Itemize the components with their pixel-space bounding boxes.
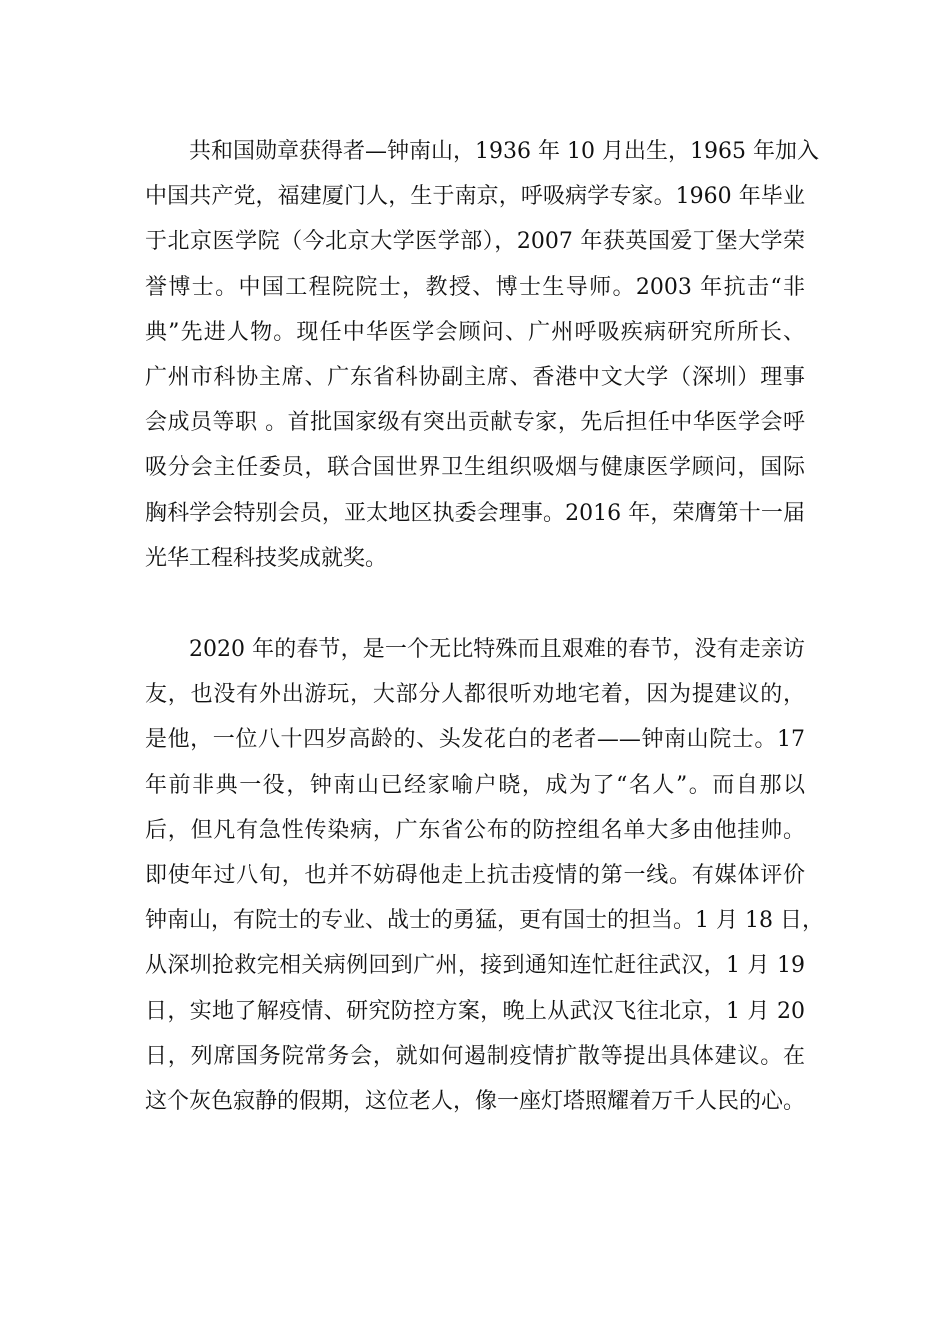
text-line: 日，实地了解疫情、研究防控方案，晚上从武汉飞往北京，1 月 20 bbox=[145, 998, 805, 1024]
paragraph-biography bbox=[145, 129, 819, 581]
text-line: 后，但凡有急性传染病，广东省公布的防控组名单大多由他挂帅。 bbox=[145, 817, 805, 843]
text-line: 2020 年的春节，是一个无比特殊而且艰难的春节，没有走亲访 bbox=[189, 637, 805, 662]
text-line: 日，列席国务院常务会，就如何遏制疫情扩散等提出具体建议。在 bbox=[145, 1043, 805, 1069]
text-line: 即使年过八旬，也并不妨碍他走上抗击疫情的第一线。有媒体评价 bbox=[145, 862, 805, 888]
text-line: 是他，一位八十四岁高龄的、头发花白的老者——钟南山院士。17 bbox=[145, 727, 805, 753]
text-line: 于北京医学院（今北京大学医学部），2007 年获英国爱丁堡大学荣 bbox=[145, 229, 805, 255]
text-line: 誉博士。中国工程院院士，教授、博士生导师。2003 年抗击“非 bbox=[145, 274, 805, 300]
text-line: 从深圳抢救完相关病例回到广州，接到通知连忙赶往武汉，1 月 19 bbox=[145, 953, 805, 979]
text-line: 广州市科协主席、广东省科协副主席、香港中文大学（深圳）理事 bbox=[145, 364, 805, 390]
text-line: 这个灰色寂静的假期，这位老人，像一座灯塔照耀着万千人民的心。 bbox=[145, 1088, 806, 1114]
text-line: 胸科学会特别会员，亚太地区执委会理事。2016 年，荣膺第十一届 bbox=[145, 500, 805, 526]
text-line: 中国共产党，福建厦门人，生于南京，呼吸病学专家。1960 年毕业 bbox=[145, 184, 805, 210]
text-line: 友，也没有外出游玩，大部分人都很听劝地宅着，因为提建议的， bbox=[145, 682, 805, 708]
paragraph-spring-festival bbox=[145, 627, 824, 1124]
text-line: 年前非典一役，钟南山已经家喻户晓，成为了“名人”。而自那以 bbox=[145, 772, 805, 798]
text-line: 钟南山，有院士的专业、战士的勇猛，更有国士的担当。1 月 18 日， bbox=[145, 908, 824, 934]
text-line: 会成员等职 。首批国家级有突出贡献专家，先后担任中华医学会呼 bbox=[145, 410, 805, 436]
text-line: 光华工程科技奖成就奖。 bbox=[145, 545, 388, 571]
text-line: 吸分会主任委员，联合国世界卫生组织吸烟与健康医学顾问，国际 bbox=[145, 455, 805, 481]
text-line: 典”先进人物。现任中华医学会顾问、广州呼吸疾病研究所所长、 bbox=[145, 319, 805, 345]
text-line: 共和国勋章获得者—钟南山，1936 年 10 月出生，1965 年加入 bbox=[189, 139, 819, 164]
